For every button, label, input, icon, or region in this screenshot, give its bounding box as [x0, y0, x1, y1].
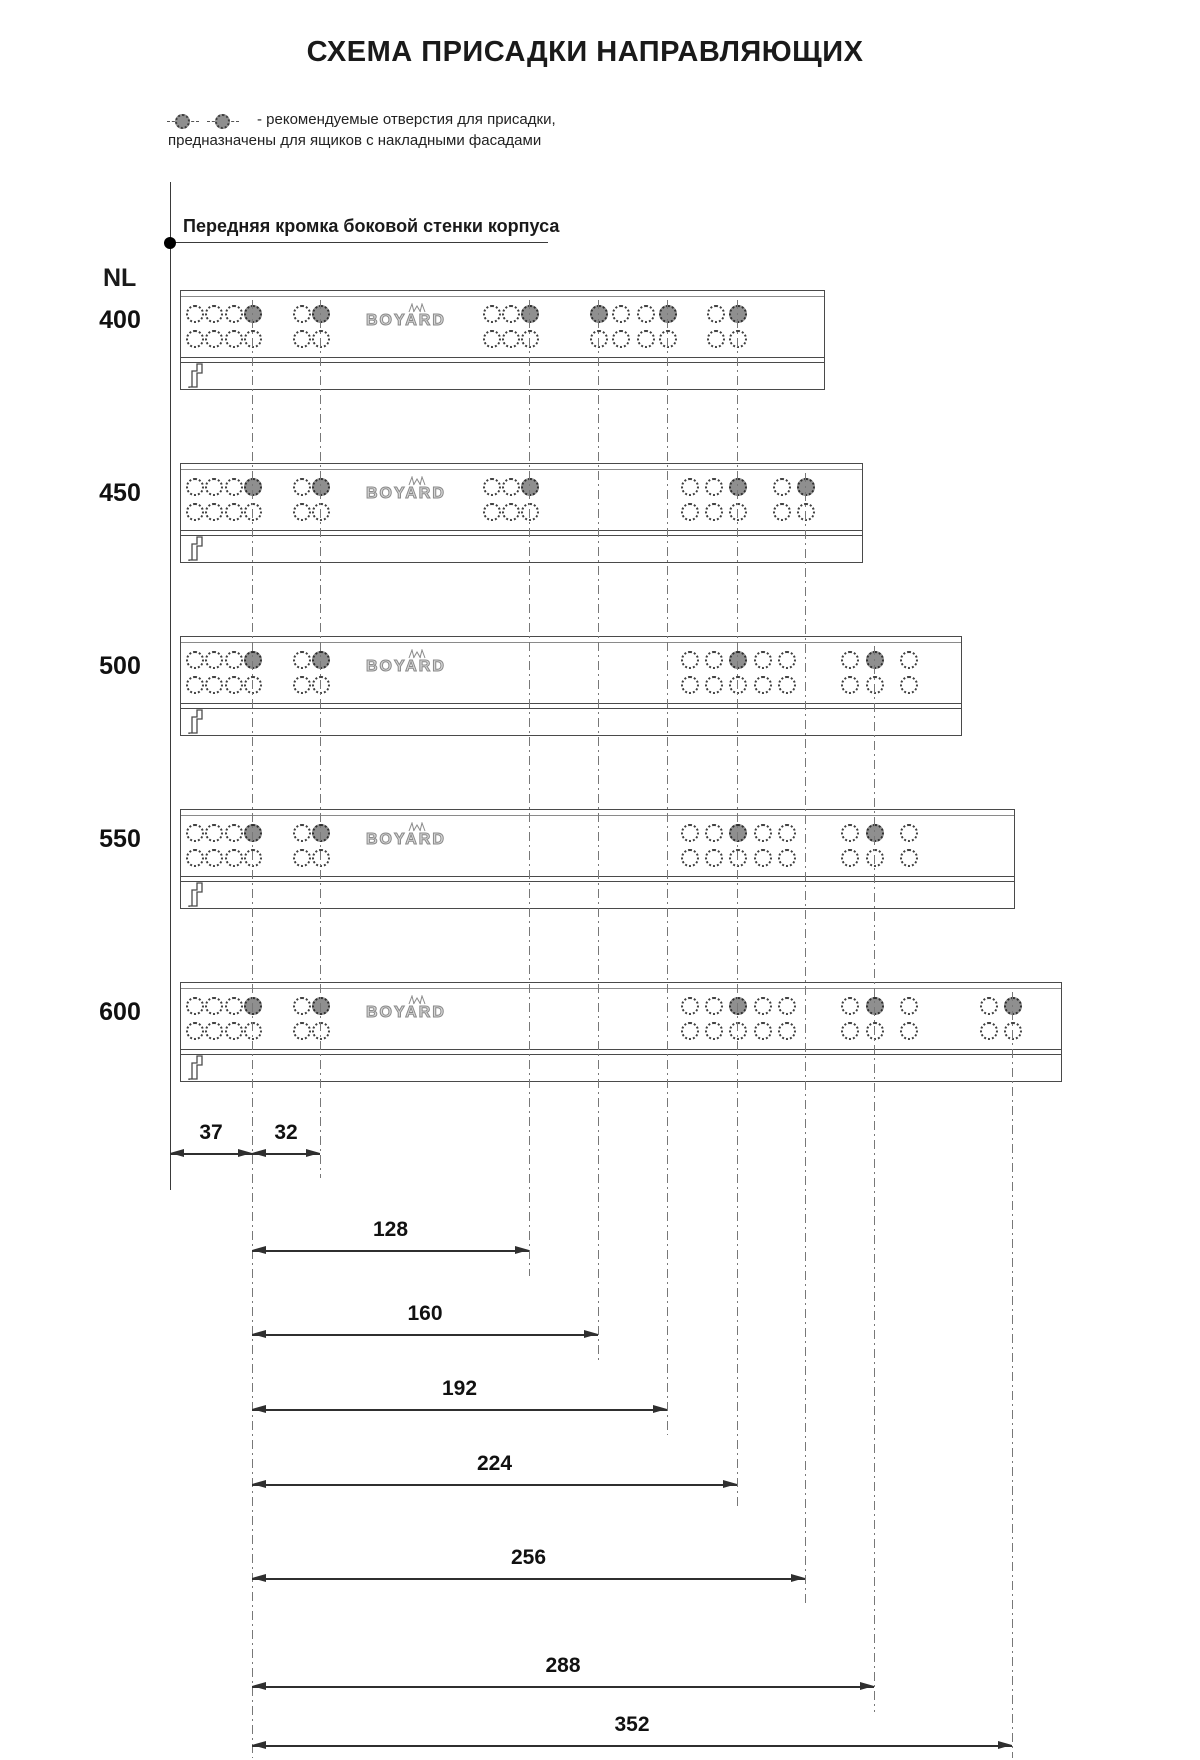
drill-hole — [502, 305, 520, 323]
drill-hole — [186, 330, 204, 348]
dimension-label-256: 256 — [510, 1546, 547, 1569]
drill-hole — [900, 997, 918, 1015]
recommended-hole — [729, 824, 747, 842]
arrow-right-icon — [306, 1149, 320, 1157]
recommended-hole — [729, 478, 747, 496]
center-line-x252 — [252, 300, 253, 1758]
legend-line1: - рекомендуемые отверстия для присадки, — [257, 111, 556, 128]
drill-hole — [521, 503, 539, 521]
dimension-128 — [252, 1250, 529, 1252]
recommended-hole — [521, 305, 539, 323]
recommended-hole — [312, 305, 330, 323]
legend-line2: предназначены для ящиков с накладными фасадами — [168, 132, 542, 149]
drill-hole — [225, 676, 243, 694]
recommended-hole — [312, 651, 330, 669]
drill-hole — [521, 330, 539, 348]
center-line-x320 — [320, 300, 321, 1178]
drill-hole — [312, 503, 330, 521]
boyard-logo: BOYARD — [366, 831, 446, 848]
origin-dot-icon — [164, 237, 176, 249]
crown-icon — [408, 300, 426, 318]
drill-hole — [797, 503, 815, 521]
drill-hole — [900, 676, 918, 694]
dimension-37 — [170, 1153, 252, 1155]
recommended-hole — [729, 305, 747, 323]
drill-hole — [293, 330, 311, 348]
drill-hole — [225, 503, 243, 521]
center-line-x598 — [598, 300, 599, 1360]
recommended-hole — [659, 305, 677, 323]
drill-hole — [866, 1022, 884, 1040]
front-edge-line — [170, 242, 548, 243]
drill-hole — [778, 676, 796, 694]
dimension-352 — [252, 1745, 1012, 1747]
page-title: СХЕМА ПРИСАДКИ НАПРАВЛЯЮЩИХ — [306, 36, 864, 68]
drill-hole — [705, 1022, 723, 1040]
drill-hole — [612, 330, 630, 348]
drill-hole — [502, 478, 520, 496]
recommended-hole — [729, 997, 747, 1015]
drill-hole — [225, 1022, 243, 1040]
drill-hole — [186, 824, 204, 842]
rail-profile-divider — [181, 530, 862, 536]
drill-hole — [312, 330, 330, 348]
drill-hole — [225, 997, 243, 1015]
arrow-left-icon — [252, 1480, 266, 1488]
drill-hole — [681, 503, 699, 521]
recommended-hole — [244, 305, 262, 323]
drill-hole — [502, 330, 520, 348]
dimension-label-352: 352 — [614, 1713, 650, 1736]
drill-hole — [705, 824, 723, 842]
arrow-right-icon — [238, 1149, 252, 1157]
arrow-left-icon — [170, 1149, 184, 1157]
recommended-hole — [244, 824, 262, 842]
drill-hole — [205, 305, 223, 323]
rail-mounting-hook — [186, 1054, 208, 1086]
drill-hole — [900, 849, 918, 867]
drill-hole — [729, 330, 747, 348]
dimension-160 — [252, 1334, 598, 1336]
drill-hole — [186, 478, 204, 496]
dimension-label-37: 37 — [199, 1121, 223, 1144]
drill-hole — [866, 849, 884, 867]
drill-hole — [681, 849, 699, 867]
drill-hole — [705, 676, 723, 694]
drill-hole — [205, 676, 223, 694]
rail-length-label-400: 400 — [99, 306, 141, 334]
drill-hole — [225, 849, 243, 867]
drill-hole — [705, 997, 723, 1015]
front-edge-label: Передняя кромка боковой стенки корпуса — [183, 216, 560, 236]
drill-hole — [225, 305, 243, 323]
boyard-logo: BOYARD — [366, 312, 446, 329]
hook-icon — [186, 708, 208, 735]
drill-hole — [841, 1022, 859, 1040]
recommended-hole — [312, 997, 330, 1015]
drill-hole — [612, 305, 630, 323]
drill-hole — [205, 997, 223, 1015]
drill-hole — [754, 849, 772, 867]
dimension-label-224: 224 — [476, 1452, 513, 1475]
center-line-x874 — [874, 646, 875, 1712]
drill-hole — [773, 503, 791, 521]
drill-hole — [205, 503, 223, 521]
drill-hole — [705, 478, 723, 496]
drill-hole — [186, 1022, 204, 1040]
drill-hole — [293, 676, 311, 694]
carcass-front-edge-axis — [170, 182, 171, 1190]
arrow-left-icon — [252, 1741, 266, 1749]
drill-hole — [841, 651, 859, 669]
drill-hole — [205, 849, 223, 867]
crown-icon — [408, 646, 426, 664]
rail-profile-divider — [181, 357, 824, 363]
drill-hole — [681, 478, 699, 496]
drill-hole — [900, 651, 918, 669]
arrow-right-icon — [860, 1682, 874, 1690]
drill-hole — [705, 651, 723, 669]
drill-hole — [841, 676, 859, 694]
dimension-32 — [252, 1153, 320, 1155]
rail-profile-divider — [181, 1049, 1061, 1055]
drill-hole — [312, 676, 330, 694]
drill-hole — [186, 849, 204, 867]
drill-hole — [205, 824, 223, 842]
recommended-hole — [866, 651, 884, 669]
drill-hole — [244, 503, 262, 521]
crown-icon — [408, 992, 426, 1010]
drill-hole — [729, 1022, 747, 1040]
rail-length-label-550: 550 — [99, 825, 141, 853]
drill-hole — [483, 503, 501, 521]
drill-hole — [681, 997, 699, 1015]
rail-nl-500 — [180, 636, 962, 736]
recommended-hole — [312, 478, 330, 496]
arrow-right-icon — [584, 1330, 598, 1338]
drill-hole — [186, 305, 204, 323]
drill-hole — [293, 1022, 311, 1040]
drill-hole — [778, 651, 796, 669]
drill-hole — [729, 676, 747, 694]
boyard-logo: BOYARD — [366, 658, 446, 675]
drill-hole — [754, 676, 772, 694]
recommended-hole — [866, 997, 884, 1015]
rail-top-edge — [181, 642, 961, 643]
rail-length-label-450: 450 — [99, 479, 141, 507]
rail-top-edge — [181, 296, 824, 297]
arrow-left-icon — [252, 1405, 266, 1413]
drill-hole — [841, 824, 859, 842]
recommended-hole — [1004, 997, 1022, 1015]
drill-hole — [707, 305, 725, 323]
drill-hole — [754, 824, 772, 842]
drill-hole — [293, 651, 311, 669]
arrow-left-icon — [252, 1574, 266, 1582]
dimension-192 — [252, 1409, 667, 1411]
dimension-label-160: 160 — [407, 1302, 443, 1325]
recommended-hole — [866, 824, 884, 842]
recommended-hole-icon — [175, 114, 190, 129]
drill-hole — [681, 676, 699, 694]
drill-hole — [244, 849, 262, 867]
recommended-hole-icon — [215, 114, 230, 129]
rail-mounting-hook — [186, 362, 208, 394]
arrow-right-icon — [998, 1741, 1012, 1749]
hook-icon — [186, 362, 208, 389]
drill-hole — [483, 330, 501, 348]
center-line-x1012 — [1012, 992, 1013, 1758]
recommended-hole — [244, 997, 262, 1015]
arrow-right-icon — [515, 1246, 529, 1254]
drill-hole — [681, 651, 699, 669]
center-line-x737 — [737, 300, 738, 1510]
arrow-left-icon — [252, 1149, 266, 1157]
drill-hole — [205, 651, 223, 669]
hook-icon — [186, 881, 208, 908]
rail-top-edge — [181, 988, 1061, 989]
drill-hole — [681, 1022, 699, 1040]
drill-hole — [225, 824, 243, 842]
drill-hole — [244, 1022, 262, 1040]
arrow-left-icon — [252, 1682, 266, 1690]
drill-hole — [186, 997, 204, 1015]
drill-hole — [312, 1022, 330, 1040]
rail-mounting-hook — [186, 708, 208, 740]
drill-hole — [866, 676, 884, 694]
drill-hole — [980, 1022, 998, 1040]
rail-top-edge — [181, 469, 862, 470]
drill-hole — [205, 478, 223, 496]
center-line-x667 — [667, 300, 668, 1435]
rail-length-label-500: 500 — [99, 652, 141, 680]
center-line-x529 — [529, 300, 530, 1276]
drill-hole — [778, 849, 796, 867]
rail-nl-400 — [180, 290, 825, 390]
hook-icon — [186, 1054, 208, 1081]
arrow-right-icon — [653, 1405, 667, 1413]
recommended-hole — [244, 651, 262, 669]
drill-hole — [778, 824, 796, 842]
crown-icon — [408, 473, 426, 491]
drill-hole — [681, 824, 699, 842]
drill-hole — [841, 997, 859, 1015]
drill-hole — [205, 330, 223, 348]
boyard-logo: BOYARD — [366, 1004, 446, 1021]
drill-hole — [483, 478, 501, 496]
dimension-label-128: 128 — [372, 1218, 409, 1241]
arrow-right-icon — [723, 1480, 737, 1488]
recommended-hole — [729, 651, 747, 669]
drill-hole — [900, 824, 918, 842]
drill-hole — [590, 330, 608, 348]
recommended-hole — [312, 824, 330, 842]
boyard-logo: BOYARD — [366, 485, 446, 502]
drill-hole — [705, 849, 723, 867]
drill-hole — [754, 997, 772, 1015]
drill-hole — [980, 997, 998, 1015]
drill-hole — [186, 676, 204, 694]
drill-hole — [293, 997, 311, 1015]
drill-hole — [312, 849, 330, 867]
drill-hole — [841, 849, 859, 867]
drill-hole — [225, 651, 243, 669]
drill-hole — [659, 330, 677, 348]
drill-hole — [773, 478, 791, 496]
drill-hole — [778, 1022, 796, 1040]
drill-hole — [293, 503, 311, 521]
drill-hole — [502, 503, 520, 521]
dimension-label-192: 192 — [441, 1377, 478, 1400]
drill-hole — [293, 305, 311, 323]
drill-hole — [186, 651, 204, 669]
arrow-left-icon — [252, 1330, 266, 1338]
drill-hole — [637, 305, 655, 323]
recommended-hole — [797, 478, 815, 496]
rail-length-label-600: 600 — [99, 998, 141, 1026]
nl-column-header: NL — [103, 264, 137, 292]
drill-hole — [293, 478, 311, 496]
drill-hole — [293, 849, 311, 867]
drill-hole — [205, 1022, 223, 1040]
rail-mounting-hook — [186, 881, 208, 913]
dimension-224 — [252, 1484, 737, 1486]
center-line-x805 — [805, 473, 806, 1604]
drill-hole — [729, 849, 747, 867]
drill-hole — [900, 1022, 918, 1040]
drill-hole — [637, 330, 655, 348]
drill-hole — [754, 651, 772, 669]
drill-hole — [754, 1022, 772, 1040]
drill-hole — [778, 997, 796, 1015]
drill-hole — [186, 503, 204, 521]
drill-hole — [244, 676, 262, 694]
arrow-right-icon — [791, 1574, 805, 1582]
drill-hole — [483, 305, 501, 323]
drill-hole — [293, 824, 311, 842]
crown-icon — [408, 819, 426, 837]
drill-hole — [707, 330, 725, 348]
dimension-256 — [252, 1578, 805, 1580]
recommended-hole — [590, 305, 608, 323]
drill-hole — [225, 330, 243, 348]
hook-icon — [186, 535, 208, 562]
recommended-hole — [521, 478, 539, 496]
recommended-hole — [244, 478, 262, 496]
drill-hole — [705, 503, 723, 521]
drill-hole — [244, 330, 262, 348]
arrow-left-icon — [252, 1246, 266, 1254]
rail-mounting-hook — [186, 535, 208, 567]
dimension-label-288: 288 — [545, 1654, 581, 1677]
rail-nl-450 — [180, 463, 863, 563]
drill-hole — [1004, 1022, 1022, 1040]
drill-hole — [225, 478, 243, 496]
rail-nl-600 — [180, 982, 1062, 1082]
dimension-288 — [252, 1686, 874, 1688]
drill-hole — [729, 503, 747, 521]
rail-profile-divider — [181, 703, 961, 709]
dimension-label-32: 32 — [274, 1121, 298, 1144]
